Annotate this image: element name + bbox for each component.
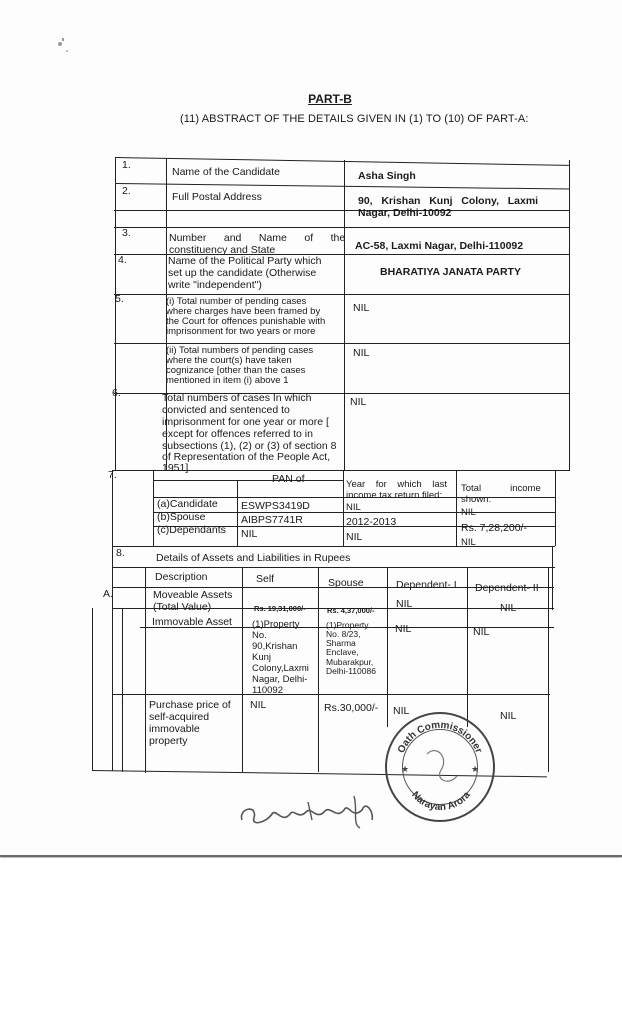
pan-value: NIL xyxy=(241,528,258,540)
pan-value: ESWPS3419D xyxy=(241,500,310,512)
oath-commissioner-stamp xyxy=(385,712,495,822)
candidate-name-value: Asha Singh xyxy=(358,170,416,182)
moveable-assets-label: Moveable Assets xyxy=(153,589,233,601)
cognizance-cases-label: (ii) Total numbers of pending cases xyxy=(166,345,314,356)
section-letter: A. xyxy=(103,588,113,600)
convicted-cases-label: imprisonment for one year or more [ xyxy=(162,416,329,428)
column-header: Self xyxy=(256,573,275,585)
row-number: 6. xyxy=(112,387,121,399)
pan-header: PAN of xyxy=(272,473,305,485)
pending-cases-label: imprisonment for two years or more xyxy=(166,326,316,337)
part-title: PART-B xyxy=(308,92,352,106)
section-letter: I xyxy=(121,696,124,708)
moveable-dep2-value: NIL xyxy=(500,602,517,614)
immovable-spouse-value: Enclave, xyxy=(326,647,359,657)
signature xyxy=(236,790,386,840)
star-icon: ★ xyxy=(471,764,480,774)
convicted-cases-label: of Representation of the People Act, xyxy=(162,451,331,463)
total-income-header: Total income xyxy=(461,483,541,494)
pending-cases-label: (i) Total number of pending cases xyxy=(166,296,307,307)
immovable-self-value: 110092 xyxy=(252,685,283,696)
tax-year-value: 2012-2013 xyxy=(346,516,397,528)
immovable-self-value: Colony,Laxmi xyxy=(252,663,309,674)
pan-value: AIBPS7741R xyxy=(241,514,303,526)
postal-address-label: Full Postal Address xyxy=(172,191,262,203)
party-value: BHARATIYA JANATA PARTY xyxy=(380,266,521,278)
postal-address-value: Nagar, Delhi-10092 xyxy=(358,207,452,219)
immovable-self-value: (1)Property xyxy=(252,619,300,630)
immovable-spouse-value: (1)Property xyxy=(326,620,369,630)
convicted-cases-label: Total numbers of cases In which xyxy=(162,392,312,404)
convicted-cases-label: convicted and sentenced to xyxy=(162,404,290,416)
row-number: 4. xyxy=(118,254,127,266)
tax-year-header: Year for which last xyxy=(346,479,448,490)
immovable-dep2-value: NIL xyxy=(473,626,490,638)
moveable-dep1-value: NIL xyxy=(396,598,413,610)
row-number: 2. xyxy=(122,185,131,197)
row-number: 7. xyxy=(108,469,117,481)
party-label: Name of the Political Party which xyxy=(168,255,322,267)
stamp-ring-text xyxy=(387,714,493,820)
candidate-name-label: Name of the Candidate xyxy=(172,166,280,178)
immovable-self-value: Nagar, Delhi- xyxy=(252,674,308,685)
purchase-price-label: property xyxy=(149,735,188,747)
income-value: NIL xyxy=(461,537,476,548)
stamp-bottom-text: Narayan Arora xyxy=(409,789,473,814)
immovable-spouse-value: No. 8/23, xyxy=(326,629,361,639)
person-label: (a)Candidate xyxy=(157,498,218,510)
stamp-top-text: Oath Commissioner xyxy=(395,719,485,755)
convicted-cases-value: NIL xyxy=(350,396,367,408)
immovable-spouse-value: Sharma xyxy=(326,638,356,648)
cognizance-cases-value: NIL xyxy=(353,347,370,359)
constituency-value: AC-58, Laxmi Nagar, Delhi-110092 xyxy=(355,240,524,252)
constituency-label: Number and Name of the xyxy=(169,232,346,244)
row-number: 8. xyxy=(116,547,125,559)
tax-year-value: NIL xyxy=(346,502,361,513)
purchase-self-value: NIL xyxy=(250,699,267,711)
row-number: 5. xyxy=(115,293,124,305)
column-header: Spouse xyxy=(328,577,364,589)
moveable-self-value: Rs. 19,31,000/- xyxy=(254,604,306,613)
total-income-header: shown: xyxy=(461,494,492,505)
purchase-price-label: immovable xyxy=(149,723,200,735)
income-value: NIL xyxy=(461,507,476,518)
abstract-subtitle: (11) ABSTRACT OF THE DETAILS GIVEN IN (1) TO (10) OF PART-A: xyxy=(180,113,529,125)
constituency-label: constituency and State xyxy=(169,244,276,256)
pending-cases-label: where charges have been framed by xyxy=(166,306,321,317)
star-icon: ★ xyxy=(401,764,410,774)
person-label: (c)Dependants xyxy=(157,524,226,536)
immovable-asset-label: Immovable Asset xyxy=(152,616,232,628)
row-number: 1. xyxy=(122,159,131,171)
pending-cases-value: NIL xyxy=(353,302,370,314)
party-label: set up the candidate (Otherwise xyxy=(168,267,317,279)
party-label: write "independent") xyxy=(168,279,262,291)
cognizance-cases-label: mentioned in item (i) above 1 xyxy=(166,375,289,386)
postal-address-value: 90, Krishan Kunj Colony, Laxmi xyxy=(358,195,539,207)
row-number: 3. xyxy=(122,227,131,239)
purchase-dep2-value: NIL xyxy=(500,710,517,722)
column-header: Dependent- II xyxy=(475,582,539,594)
immovable-dep1-value: NIL xyxy=(395,623,412,635)
blank-area xyxy=(0,858,622,1024)
income-value: Rs. 7,28,200/- xyxy=(461,522,527,534)
immovable-spouse-value: Mubarakpur, xyxy=(326,657,374,667)
convicted-cases-label: 1951] xyxy=(162,462,189,474)
purchase-spouse-value: Rs.30,000/- xyxy=(324,702,379,714)
convicted-cases-label: subsections (1), (2) or (3) of section 8 xyxy=(162,440,337,452)
cognizance-cases-label: cognizance [other than the cases xyxy=(166,365,306,376)
immovable-self-value: Kunj xyxy=(252,652,272,663)
column-header: Description xyxy=(155,571,208,583)
column-header: Dependent- I xyxy=(396,579,457,591)
svg-text:Narayan Arora xyxy=(409,789,473,813)
purchase-dep1-value: NIL xyxy=(393,705,410,717)
person-label: (b)Spouse xyxy=(157,511,206,523)
immovable-self-value: 90,Krishan xyxy=(252,641,298,652)
immovable-spouse-value: Delhi-110086 xyxy=(326,666,376,676)
assets-section-label: Details of Assets and Liabilities in Rupees xyxy=(156,552,351,564)
svg-text:Oath Commissioner xyxy=(396,720,484,755)
tax-year-header: income tax return filed: xyxy=(346,490,443,501)
cognizance-cases-label: where the court(s) have taken xyxy=(166,355,292,366)
pending-cases-label: the Court for offences punishable with xyxy=(166,316,326,327)
purchase-price-label: self-acquired xyxy=(149,711,210,723)
convicted-cases-label: except for offences referred to in xyxy=(162,428,313,440)
immovable-self-value: No. xyxy=(252,630,267,641)
tax-year-value: NIL xyxy=(346,531,363,543)
moveable-spouse-value: Rs. 4,37,000/- xyxy=(327,606,375,615)
purchase-price-label: Purchase price of xyxy=(149,699,231,711)
moveable-assets-label: (Total Value) xyxy=(153,601,212,613)
